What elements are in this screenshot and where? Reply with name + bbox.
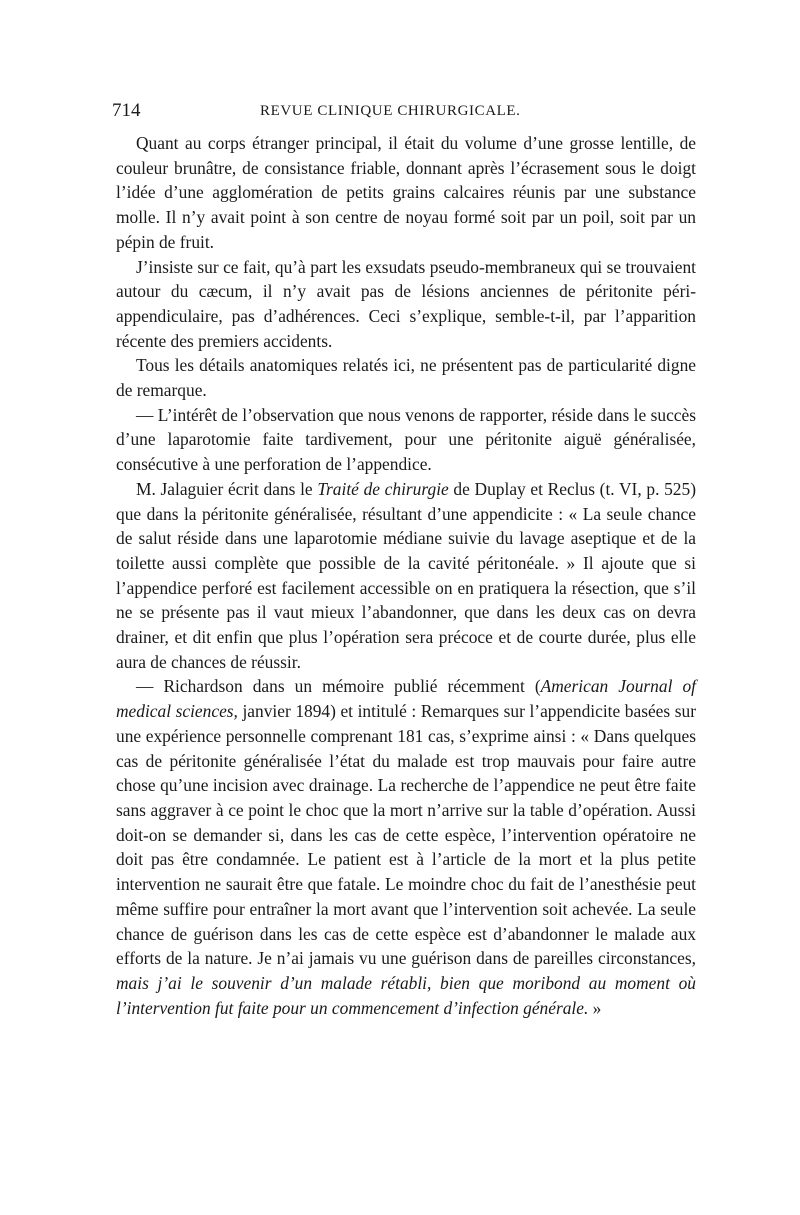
paragraph-interest: — L’intérêt de l’observation que nous venons de rapporter, réside dans le succès d’une laparotomie faite tardivement, pour une péritonite aiguë généralisée, consécutive à une perforation de l’appendice. — [116, 404, 696, 475]
jalaguier-text-end: de Duplay et Reclus (t. VI, p. 525) que dans la péritonite généralisée, résultant d’une appendicite : « La seule chance de salut réside dans une laparotomie médiane suivie du lavage aseptique et de la toilette aussi complète que possible de la cavité péritonéale. » Il ajoute que si l’appendice perforé est facilement accessible on en pratiquera la résection, que s’il ne se présente pas il vaut mieux l’abandonner, que dans les deux cas on devra drainer, et dit enfin que plus l’opération sera précoce et de courte durée, plus elle aura de chances de réussir. — [116, 478, 696, 672]
running-header — [112, 100, 697, 126]
richardson-text-start: — Richardson dans un mémoire publié récemment ( — [136, 676, 541, 697]
paragraph-anatomy: Tous les détails anatomiques relatés ici, ne présentent pas de particularité digne de remarque. — [116, 355, 696, 401]
jalaguier-text-start: M. Jalaguier écrit dans le — [136, 478, 318, 499]
paragraph-jalaguier — [116, 477, 696, 675]
book-title-citation: Traité de chirurgie — [317, 478, 449, 499]
italic-quote-ending: mais j’ai le souvenir d’un malade rétabli, bien que moribond au moment où l’intervention fut faite pour un commencement d’infection générale. — [116, 972, 696, 1018]
closing-guillemet: » — [588, 997, 602, 1018]
article-body — [116, 131, 696, 1020]
paragraph-foreign-body: Quant au corps étranger principal, il était du volume d’une grosse lentille, de couleur brunâtre, de consistance friable, donnant après l’écrasement sous le doigt l’idée d’une agglomération de petits grains calcaires réunis par une substance molle. Il n’y avait point à son centre de noyau formé soit par un poil, soit par un pépin de fruit. — [116, 133, 696, 252]
page-number: 714 — [112, 100, 141, 121]
paragraph-richardson — [116, 674, 696, 1020]
richardson-text-middle: janvier 1894) et intitulé : Remarques sur l’appendicite basées sur une expérience personnelle comprenant 181 cas, s’exprime ainsi : « Dans quelques cas de péritonite généralisée l’état du malade est trop mauvais pour faire autre chose qu’une incision avec drainage. La recherche de l’appendice ne peut être faite sans aggraver à ce point le choc que la mort n’arrive sur la table d’opération. Aussi doit-on se demander si, dans les cas de cette espèce, l’intervention opératoire ne doit pas être condamnée. Le patient est à l’article de la mort et la plus petite intervention ne saurait être que fatale. Le moindre choc du fait de l’anesthésie peut même suffire pour entraîner la mort avant que l’intervention soit achevée. La seule chance de guérison dans les cas de cette espèce est d’abandonner le malade aux efforts de la nature. Je n’ai jamais vu une guérison dans de pareilles circonstances, — [116, 701, 696, 969]
paragraph-insistence: J’insiste sur ce fait, qu’à part les exsudats pseudo-membraneux qui se trouvaient autour du cæcum, il n’y avait pas de lésions anciennes de péritonite péri-appendiculaire, pas d’adhérences. Ceci s’explique, semble-t-il, par l’apparition récente des premiers accidents. — [116, 256, 696, 351]
journal-citation: American Journal of medical sciences, — [116, 676, 696, 722]
journal-title: REVUE CLINIQUE CHIRURGICALE. — [260, 103, 521, 119]
